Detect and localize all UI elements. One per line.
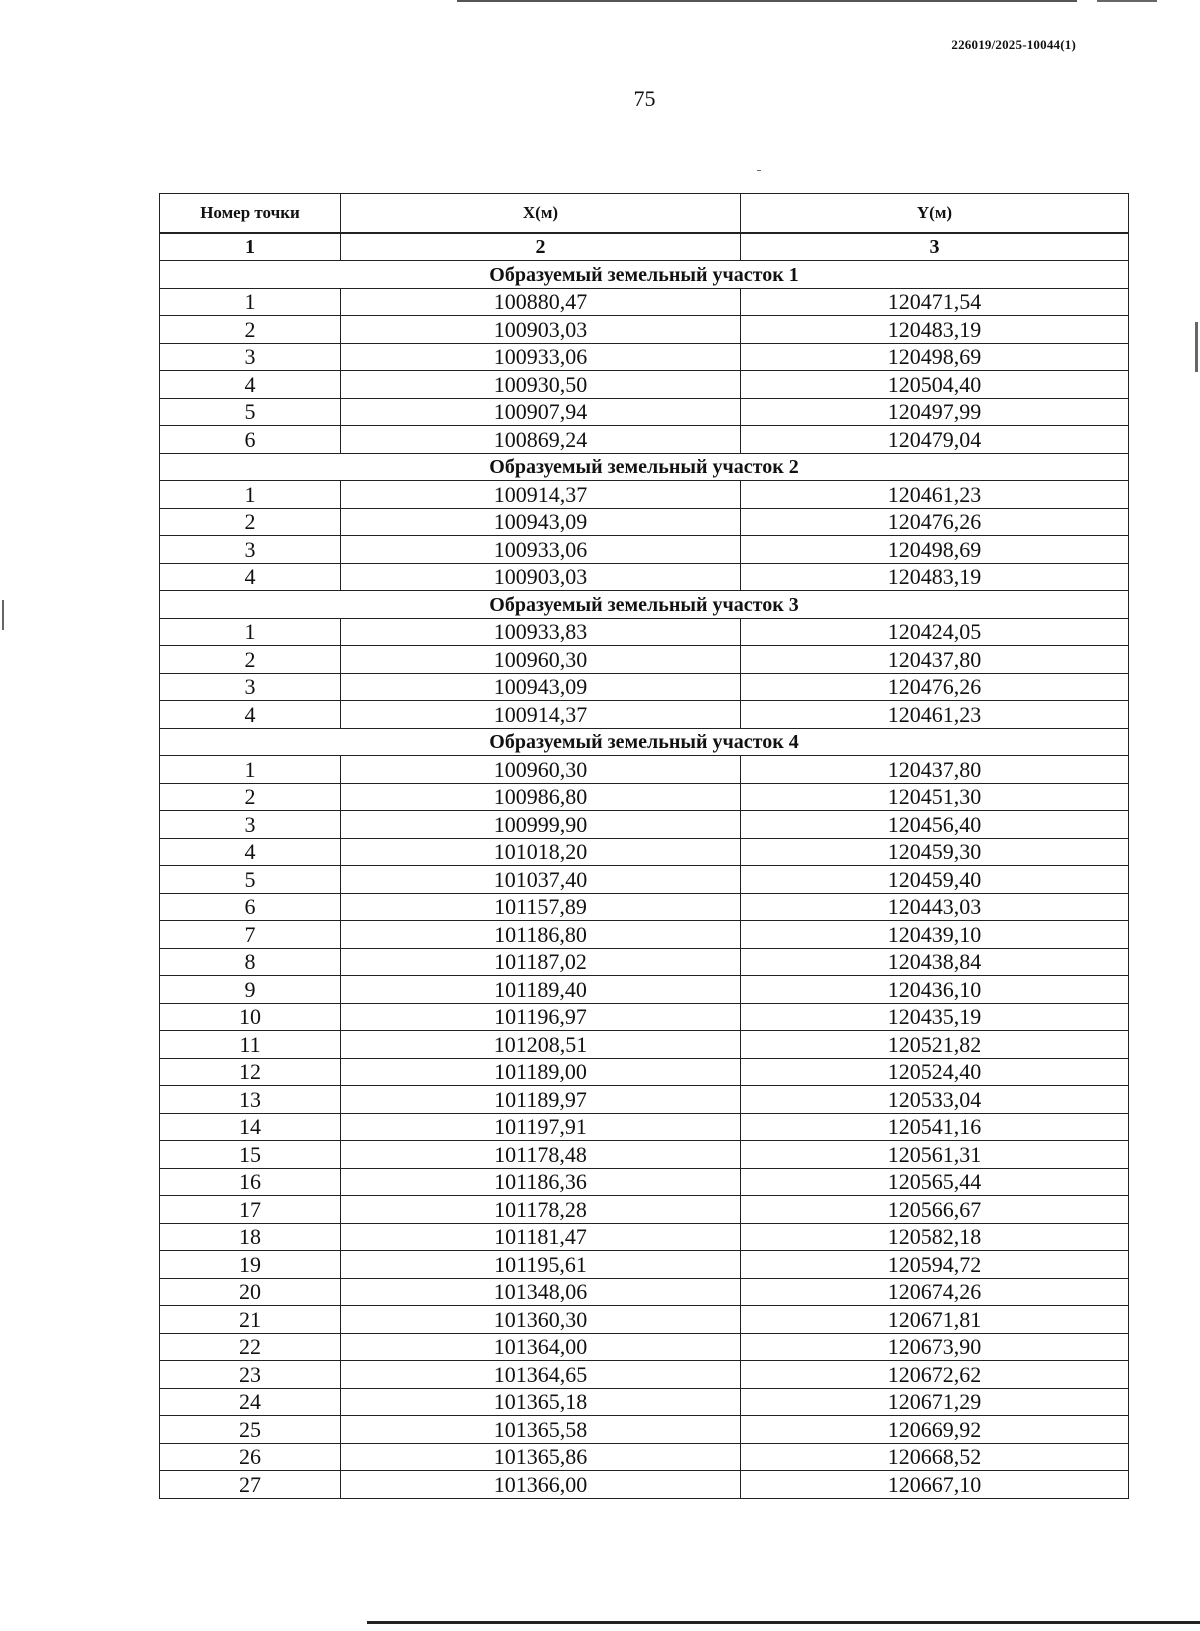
x-cell: 101360,30 <box>341 1306 741 1334</box>
x-cell: 100960,30 <box>341 646 741 674</box>
x-cell: 101208,51 <box>341 1031 741 1059</box>
x-cell: 101364,00 <box>341 1333 741 1361</box>
x-cell: 101181,47 <box>341 1223 741 1251</box>
y-cell: 120672,62 <box>741 1361 1129 1389</box>
table-row <box>160 398 1129 426</box>
y-cell: 120437,80 <box>741 756 1129 784</box>
table-row <box>160 1031 1129 1059</box>
section-row <box>160 261 1129 289</box>
point-number-cell: 22 <box>160 1333 341 1361</box>
point-number-cell: 17 <box>160 1196 341 1224</box>
table-row <box>160 811 1129 839</box>
section-title: Образуемый земельный участок 3 <box>160 591 1129 619</box>
y-cell: 120671,29 <box>741 1388 1129 1416</box>
x-cell: 101348,06 <box>341 1278 741 1306</box>
x-cell: 101364,65 <box>341 1361 741 1389</box>
table-row <box>160 316 1129 344</box>
y-cell: 120521,82 <box>741 1031 1129 1059</box>
point-number-cell: 24 <box>160 1388 341 1416</box>
y-cell: 120668,52 <box>741 1443 1129 1471</box>
section-row <box>160 453 1129 481</box>
point-number-cell: 14 <box>160 1113 341 1141</box>
table-row <box>160 1278 1129 1306</box>
y-cell: 120667,10 <box>741 1471 1129 1499</box>
scan-artifact <box>1097 0 1157 2</box>
y-cell: 120674,26 <box>741 1278 1129 1306</box>
y-cell: 120498,69 <box>741 343 1129 371</box>
point-number-cell: 20 <box>160 1278 341 1306</box>
y-cell: 120504,40 <box>741 371 1129 399</box>
table-row <box>160 893 1129 921</box>
y-cell: 120461,23 <box>741 701 1129 729</box>
point-number-cell: 16 <box>160 1168 341 1196</box>
table-row <box>160 1361 1129 1389</box>
point-number-cell: 6 <box>160 426 341 454</box>
point-number-cell: 6 <box>160 893 341 921</box>
point-number-cell: 18 <box>160 1223 341 1251</box>
table-row <box>160 1113 1129 1141</box>
table-row <box>160 536 1129 564</box>
x-cell: 100914,37 <box>341 701 741 729</box>
x-cell: 101365,18 <box>341 1388 741 1416</box>
y-cell: 120435,19 <box>741 1003 1129 1031</box>
x-cell: 100880,47 <box>341 288 741 316</box>
y-cell: 120443,03 <box>741 893 1129 921</box>
point-number-cell: 12 <box>160 1058 341 1086</box>
column-number-row <box>160 233 1129 261</box>
table-row <box>160 1306 1129 1334</box>
x-cell: 101178,28 <box>341 1196 741 1224</box>
point-number-cell: 4 <box>160 371 341 399</box>
x-cell: 101189,00 <box>341 1058 741 1086</box>
x-cell: 101037,40 <box>341 866 741 894</box>
y-cell: 120669,92 <box>741 1416 1129 1444</box>
table-row <box>160 1416 1129 1444</box>
point-number-cell: 19 <box>160 1251 341 1279</box>
x-cell: 101189,97 <box>341 1086 741 1114</box>
x-cell: 100933,06 <box>341 343 741 371</box>
x-cell: 101365,86 <box>341 1443 741 1471</box>
point-number-cell: 3 <box>160 673 341 701</box>
section-row <box>160 728 1129 756</box>
x-cell: 101157,89 <box>341 893 741 921</box>
y-cell: 120461,23 <box>741 481 1129 509</box>
point-number-cell: 27 <box>160 1471 341 1499</box>
point-number-cell: 21 <box>160 1306 341 1334</box>
y-cell: 120438,84 <box>741 948 1129 976</box>
table-row <box>160 1086 1129 1114</box>
x-cell: 100903,03 <box>341 563 741 591</box>
table-row <box>160 1471 1129 1499</box>
x-cell: 100914,37 <box>341 481 741 509</box>
point-number-cell: 1 <box>160 288 341 316</box>
x-cell: 101197,91 <box>341 1113 741 1141</box>
section-row <box>160 591 1129 619</box>
x-cell: 100999,90 <box>341 811 741 839</box>
scan-artifact <box>2 600 4 630</box>
point-number-cell: 3 <box>160 536 341 564</box>
point-number-cell: 11 <box>160 1031 341 1059</box>
y-cell: 120437,80 <box>741 646 1129 674</box>
table-row <box>160 1333 1129 1361</box>
point-number-cell: 26 <box>160 1443 341 1471</box>
point-number-cell: 1 <box>160 756 341 784</box>
x-cell: 100986,80 <box>341 783 741 811</box>
y-cell: 120483,19 <box>741 316 1129 344</box>
section-title: Образуемый земельный участок 1 <box>160 261 1129 289</box>
table-row <box>160 1196 1129 1224</box>
point-number-cell: 1 <box>160 481 341 509</box>
x-cell: 101195,61 <box>341 1251 741 1279</box>
x-cell: 101196,97 <box>341 1003 741 1031</box>
scan-artifact <box>1195 322 1198 372</box>
column-number: 1 <box>160 233 341 261</box>
y-cell: 120498,69 <box>741 536 1129 564</box>
x-cell: 101178,48 <box>341 1141 741 1169</box>
point-number-cell: 25 <box>160 1416 341 1444</box>
header-point-number: Номер точки <box>160 194 341 234</box>
x-cell: 101189,40 <box>341 976 741 1004</box>
coordinates-table <box>159 193 1129 1499</box>
point-number-cell: 13 <box>160 1086 341 1114</box>
point-number-cell: 1 <box>160 618 341 646</box>
point-number-cell: 3 <box>160 811 341 839</box>
x-cell: 101018,20 <box>341 838 741 866</box>
y-cell: 120594,72 <box>741 1251 1129 1279</box>
table-row <box>160 1223 1129 1251</box>
y-cell: 120424,05 <box>741 618 1129 646</box>
y-cell: 120451,30 <box>741 783 1129 811</box>
x-cell: 101365,58 <box>341 1416 741 1444</box>
y-cell: 120673,90 <box>741 1333 1129 1361</box>
scan-artifact-bottom <box>367 1621 1200 1624</box>
y-cell: 120436,10 <box>741 976 1129 1004</box>
point-number-cell: 23 <box>160 1361 341 1389</box>
point-number-cell: 5 <box>160 398 341 426</box>
y-cell: 120565,44 <box>741 1168 1129 1196</box>
y-cell: 120459,40 <box>741 866 1129 894</box>
table-row <box>160 701 1129 729</box>
table-row <box>160 288 1129 316</box>
point-number-cell: 3 <box>160 343 341 371</box>
y-cell: 120533,04 <box>741 1086 1129 1114</box>
column-number: 2 <box>341 233 741 261</box>
x-cell: 100903,03 <box>341 316 741 344</box>
x-cell: 100930,50 <box>341 371 741 399</box>
scan-artifact <box>757 170 761 171</box>
x-cell: 100933,06 <box>341 536 741 564</box>
point-number-cell: 7 <box>160 921 341 949</box>
table-row <box>160 921 1129 949</box>
document-registration-number: 226019/2025-10044(1) <box>951 37 1076 52</box>
table-row <box>160 838 1129 866</box>
point-number-cell: 2 <box>160 316 341 344</box>
table-row <box>160 1003 1129 1031</box>
y-cell: 120456,40 <box>741 811 1129 839</box>
table-row <box>160 673 1129 701</box>
table-row <box>160 783 1129 811</box>
table-row <box>160 646 1129 674</box>
y-cell: 120476,26 <box>741 508 1129 536</box>
y-cell: 120582,18 <box>741 1223 1129 1251</box>
point-number-cell: 5 <box>160 866 341 894</box>
table-row <box>160 508 1129 536</box>
y-cell: 120497,99 <box>741 398 1129 426</box>
table-row <box>160 948 1129 976</box>
table-row <box>160 618 1129 646</box>
point-number-cell: 2 <box>160 646 341 674</box>
y-cell: 120483,19 <box>741 563 1129 591</box>
table-row <box>160 1251 1129 1279</box>
table-row <box>160 1443 1129 1471</box>
point-number-cell: 10 <box>160 1003 341 1031</box>
page-number: 75 <box>633 86 656 111</box>
point-number-cell: 8 <box>160 948 341 976</box>
x-cell: 100943,09 <box>341 673 741 701</box>
y-cell: 120479,04 <box>741 426 1129 454</box>
point-number-cell: 4 <box>160 838 341 866</box>
table-row <box>160 976 1129 1004</box>
column-number: 3 <box>741 233 1129 261</box>
table-header-row <box>160 194 1129 234</box>
scan-artifact-top <box>457 0 1077 2</box>
x-cell: 100907,94 <box>341 398 741 426</box>
table-row <box>160 756 1129 784</box>
x-cell: 101366,00 <box>341 1471 741 1499</box>
y-cell: 120476,26 <box>741 673 1129 701</box>
header-x: X(м) <box>341 194 741 234</box>
table-row <box>160 1168 1129 1196</box>
y-cell: 120566,67 <box>741 1196 1129 1224</box>
table-row <box>160 426 1129 454</box>
y-cell: 120561,31 <box>741 1141 1129 1169</box>
table-row <box>160 371 1129 399</box>
y-cell: 120471,54 <box>741 288 1129 316</box>
table-row <box>160 1058 1129 1086</box>
y-cell: 120671,81 <box>741 1306 1129 1334</box>
table-row <box>160 563 1129 591</box>
point-number-cell: 9 <box>160 976 341 1004</box>
x-cell: 100960,30 <box>341 756 741 784</box>
y-cell: 120541,16 <box>741 1113 1129 1141</box>
x-cell: 101187,02 <box>341 948 741 976</box>
point-number-cell: 2 <box>160 783 341 811</box>
table-row <box>160 866 1129 894</box>
table-row <box>160 343 1129 371</box>
point-number-cell: 2 <box>160 508 341 536</box>
y-cell: 120439,10 <box>741 921 1129 949</box>
x-cell: 101186,36 <box>341 1168 741 1196</box>
section-title: Образуемый земельный участок 4 <box>160 728 1129 756</box>
point-number-cell: 4 <box>160 563 341 591</box>
x-cell: 100933,83 <box>341 618 741 646</box>
x-cell: 100943,09 <box>341 508 741 536</box>
y-cell: 120459,30 <box>741 838 1129 866</box>
table-row <box>160 1388 1129 1416</box>
table-row <box>160 481 1129 509</box>
header-y: Y(м) <box>741 194 1129 234</box>
y-cell: 120524,40 <box>741 1058 1129 1086</box>
point-number-cell: 4 <box>160 701 341 729</box>
point-number-cell: 15 <box>160 1141 341 1169</box>
x-cell: 100869,24 <box>341 426 741 454</box>
section-title: Образуемый земельный участок 2 <box>160 453 1129 481</box>
table-row <box>160 1141 1129 1169</box>
x-cell: 101186,80 <box>341 921 741 949</box>
